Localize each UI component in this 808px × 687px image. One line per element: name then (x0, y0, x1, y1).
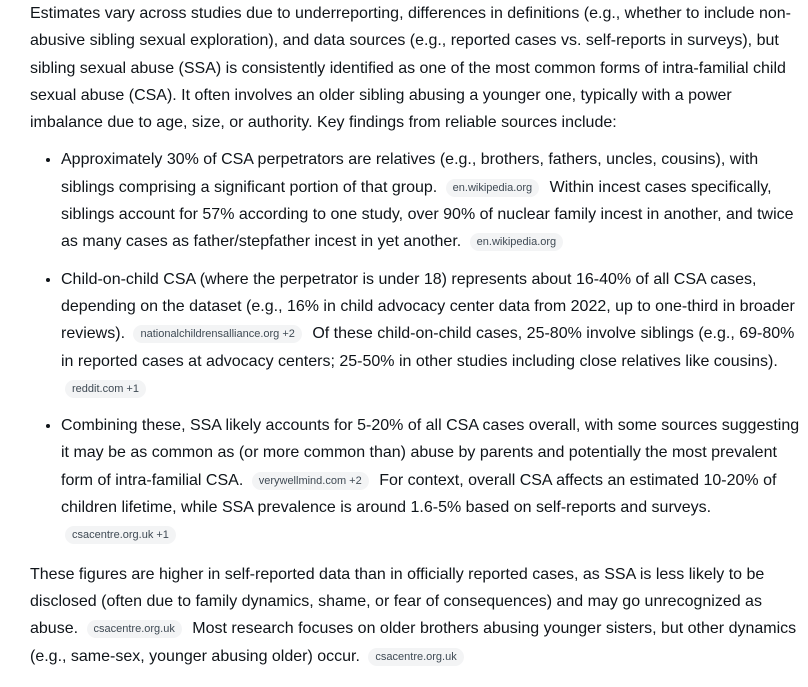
intro-paragraph: Estimates vary across studies due to underreporting, differences in definitions (e.g., whether to include non-abusive sibling sexual exploration), and data sources (e.g., reported cases vs. self-reports in surveys), but sibling sexual abuse (SSA) is consistently identified as one of the most common forms of intra-familial child sexual abuse (CSA). It often involves an older sibling abusing a younger one, typically with a power imbalance due to age, size, or authority. Key findings from reliable sources include: (30, 5, 792, 132)
list-item (61, 266, 802, 402)
bullet-text: Within incest cases specifically, siblings account for 57% according to one study, over 90% of nuclear family incest in another, and twice as many cases as father/stepfather incest in yet another. (61, 178, 794, 251)
outro-paragraph (30, 561, 802, 670)
citation-chip[interactable]: verywellmind.com +2 (252, 472, 369, 490)
bullet-text: Child-on-child CSA (where the perpetrator is under 18) represents about 16-40% of all CSA cases, depending on the dataset (e.g., 16% in child advocacy center data from 2022, up to one-third in broader reviews). (61, 270, 795, 343)
findings-list (30, 146, 802, 548)
response-content (30, 0, 802, 670)
bullet-text: Approximately 30% of CSA perpetrators are relatives (e.g., brothers, fathers, uncles, cousins), with siblings comprising a significant portion of that group. (61, 151, 759, 196)
list-item (61, 146, 802, 255)
citation-chip[interactable]: nationalchildrensalliance.org +2 (133, 325, 301, 343)
citation-chip[interactable]: csacentre.org.uk (368, 648, 463, 666)
citation-chip[interactable]: csacentre.org.uk +1 (65, 526, 176, 544)
outro-text: These figures are higher in self-reported data than in officially reported cases, as SSA is less likely to be disclosed (often due to family dynamics, shame, or fear of consequences) and may go unrecognized as abuse. (30, 565, 765, 638)
citation-chip[interactable]: reddit.com +1 (65, 380, 146, 398)
citation-chip[interactable]: en.wikipedia.org (470, 233, 564, 251)
citation-chip[interactable]: en.wikipedia.org (446, 179, 540, 197)
outro-text: Most research focuses on older brothers abusing younger sisters, but other dynamics (e.g., same-sex, younger abusing older) occur. (30, 620, 797, 665)
bullet-text: Combining these, SSA likely accounts for 5-20% of all CSA cases overall, with some sources suggesting it may be as common as (or more common than) abuse by parents and potentially the most prevalent form of intra-familial CSA. (61, 417, 800, 489)
list-item (61, 412, 802, 548)
bullet-text: For context, overall CSA affects an estimated 10-20% of children lifetime, while SSA prevalence is around 1.6-5% based on self-reports and surveys. (61, 471, 777, 517)
citation-chip[interactable]: csacentre.org.uk (87, 620, 182, 638)
bullet-text: Of these child-on-child cases, 25-80% involve siblings (e.g., 69-80% in reported cases at advocacy centers; 25-50% in other studies including close relatives like cousins). (61, 325, 795, 370)
